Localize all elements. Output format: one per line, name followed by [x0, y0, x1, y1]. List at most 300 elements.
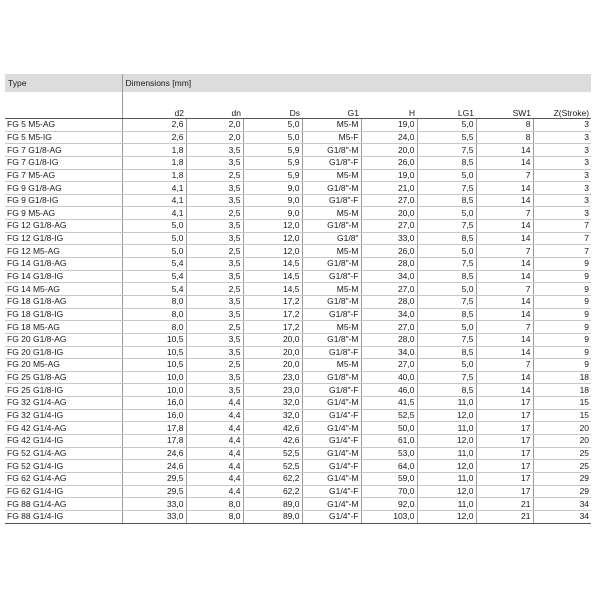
value-cell: 26,0: [361, 156, 417, 169]
table-row: [5, 472, 591, 485]
value-cell: 5,0: [243, 119, 302, 132]
value-cell: 23,0: [243, 384, 302, 397]
value-cell: 27,0: [361, 194, 417, 207]
value-cell: 10,0: [122, 384, 186, 397]
value-cell: 21,0: [361, 182, 417, 195]
value-cell: 17,2: [243, 295, 302, 308]
value-cell: G1/8"-M: [302, 333, 361, 346]
table-row: [5, 182, 591, 195]
column-header-lg1: LG1: [417, 104, 476, 119]
type-cell: FG 12 G1/8-IG: [5, 232, 122, 245]
value-cell: 7,5: [417, 220, 476, 233]
value-cell: 17,2: [243, 308, 302, 321]
value-cell: G1/8"-F: [302, 384, 361, 397]
value-cell: 2,5: [186, 169, 243, 182]
value-cell: 14: [476, 308, 533, 321]
value-cell: G1/8"-M: [302, 371, 361, 384]
value-cell: 9: [533, 258, 591, 271]
value-cell: 3: [533, 207, 591, 220]
value-cell: 3: [533, 131, 591, 144]
value-cell: G1/4"-F: [302, 460, 361, 473]
value-cell: 92,0: [361, 498, 417, 511]
value-cell: 7,5: [417, 144, 476, 157]
value-cell: M5-M: [302, 169, 361, 182]
value-cell: 10,5: [122, 359, 186, 372]
dimensions-table-sheet: [5, 74, 591, 524]
value-cell: 7: [476, 321, 533, 334]
table-row: [5, 422, 591, 435]
value-cell: 7: [476, 245, 533, 258]
column-header-dn: dn: [186, 104, 243, 119]
value-cell: 2,6: [122, 131, 186, 144]
value-cell: 9: [533, 359, 591, 372]
table-row: [5, 498, 591, 511]
value-cell: 5,9: [243, 144, 302, 157]
value-cell: 8,5: [417, 270, 476, 283]
value-cell: 14: [476, 194, 533, 207]
value-cell: 4,4: [186, 409, 243, 422]
table-row: [5, 447, 591, 460]
table-row: [5, 194, 591, 207]
type-cell: FG 88 G1/4-AG: [5, 498, 122, 511]
table-row: [5, 409, 591, 422]
value-cell: 2,6: [122, 119, 186, 132]
type-cell: FG 18 G1/8-AG: [5, 295, 122, 308]
table-row: [5, 397, 591, 410]
type-cell: FG 42 G1/4-AG: [5, 422, 122, 435]
table-row: [5, 232, 591, 245]
value-cell: 11,0: [417, 472, 476, 485]
value-cell: 2,5: [186, 207, 243, 220]
type-cell: FG 42 G1/4-IG: [5, 435, 122, 448]
value-cell: G1/8"-M: [302, 182, 361, 195]
value-cell: 50,0: [361, 422, 417, 435]
value-cell: 8,0: [122, 295, 186, 308]
value-cell: 12,0: [417, 460, 476, 473]
value-cell: 17,8: [122, 422, 186, 435]
table-row: [5, 346, 591, 359]
value-cell: 14: [476, 232, 533, 245]
value-cell: 5,9: [243, 156, 302, 169]
value-cell: 5,5: [417, 131, 476, 144]
value-cell: M5-M: [302, 283, 361, 296]
value-cell: 3,5: [186, 270, 243, 283]
value-cell: 20,0: [243, 359, 302, 372]
value-cell: 5,0: [417, 359, 476, 372]
column-header-row: [5, 104, 591, 119]
value-cell: 18: [533, 384, 591, 397]
value-cell: 14,5: [243, 270, 302, 283]
table-row: [5, 295, 591, 308]
value-cell: 20,0: [361, 207, 417, 220]
column-header-sw1: SW1: [476, 104, 533, 119]
value-cell: 34,0: [361, 308, 417, 321]
header-row: [5, 74, 591, 92]
value-cell: 17: [476, 485, 533, 498]
value-cell: 8,0: [122, 308, 186, 321]
value-cell: 4,1: [122, 182, 186, 195]
value-cell: 7: [476, 207, 533, 220]
dimensions-table: [5, 74, 591, 524]
value-cell: 89,0: [243, 498, 302, 511]
value-cell: 25: [533, 447, 591, 460]
column-header-g1: G1: [302, 104, 361, 119]
table-row: [5, 435, 591, 448]
value-cell: 4,4: [186, 422, 243, 435]
value-cell: 3,5: [186, 232, 243, 245]
table-row: [5, 460, 591, 473]
value-cell: 14: [476, 346, 533, 359]
value-cell: 52,5: [243, 460, 302, 473]
value-cell: 4,4: [186, 472, 243, 485]
value-cell: 8,5: [417, 308, 476, 321]
table-row: [5, 321, 591, 334]
value-cell: 5,0: [417, 321, 476, 334]
value-cell: 4,1: [122, 194, 186, 207]
value-cell: 64,0: [361, 460, 417, 473]
type-cell: FG 14 G1/8-IG: [5, 270, 122, 283]
value-cell: 17: [476, 435, 533, 448]
value-cell: 12,0: [417, 485, 476, 498]
value-cell: 3,5: [186, 144, 243, 157]
value-cell: M5-M: [302, 359, 361, 372]
value-cell: G1/8"-M: [302, 220, 361, 233]
value-cell: 3,5: [186, 371, 243, 384]
table-row: [5, 131, 591, 144]
value-cell: 4,4: [186, 397, 243, 410]
table-row: [5, 169, 591, 182]
value-cell: 1,8: [122, 169, 186, 182]
value-cell: 29: [533, 472, 591, 485]
value-cell: 14: [476, 333, 533, 346]
value-cell: 27,0: [361, 321, 417, 334]
type-cell: FG 14 G1/8-AG: [5, 258, 122, 271]
value-cell: 17: [476, 460, 533, 473]
value-cell: 17: [476, 447, 533, 460]
column-header-ds: Ds: [243, 104, 302, 119]
value-cell: 9,0: [243, 194, 302, 207]
value-cell: 14: [476, 371, 533, 384]
value-cell: G1/4"-F: [302, 485, 361, 498]
value-cell: 2,5: [186, 359, 243, 372]
value-cell: 11,0: [417, 422, 476, 435]
value-cell: 9: [533, 346, 591, 359]
value-cell: 14: [476, 220, 533, 233]
value-cell: 14,5: [243, 258, 302, 271]
value-cell: 12,0: [417, 510, 476, 523]
value-cell: 4,4: [186, 447, 243, 460]
value-cell: G1/4"-M: [302, 498, 361, 511]
value-cell: 14: [476, 295, 533, 308]
value-cell: 21: [476, 498, 533, 511]
value-cell: 46,0: [361, 384, 417, 397]
value-cell: 8,5: [417, 232, 476, 245]
value-cell: G1/8"-F: [302, 194, 361, 207]
type-column-blank: [5, 104, 122, 119]
value-cell: M5-M: [302, 321, 361, 334]
value-cell: 23,0: [243, 371, 302, 384]
value-cell: G1/4"-F: [302, 510, 361, 523]
value-cell: 34,0: [361, 270, 417, 283]
value-cell: 28,0: [361, 333, 417, 346]
value-cell: 3,5: [186, 295, 243, 308]
table-row: [5, 283, 591, 296]
value-cell: 3,5: [186, 333, 243, 346]
value-cell: 9,0: [243, 207, 302, 220]
value-cell: 14: [476, 156, 533, 169]
value-cell: 17: [476, 422, 533, 435]
type-cell: FG 88 G1/4-IG: [5, 510, 122, 523]
value-cell: 17: [476, 472, 533, 485]
value-cell: 5,4: [122, 258, 186, 271]
value-cell: 4,1: [122, 207, 186, 220]
value-cell: 32,0: [243, 397, 302, 410]
value-cell: 3,5: [186, 156, 243, 169]
value-cell: 11,0: [417, 447, 476, 460]
value-cell: 32,0: [243, 409, 302, 422]
value-cell: 15: [533, 409, 591, 422]
value-cell: 2,5: [186, 245, 243, 258]
value-cell: 18: [533, 371, 591, 384]
value-cell: 7: [533, 220, 591, 233]
value-cell: 7,5: [417, 295, 476, 308]
table-row: [5, 220, 591, 233]
value-cell: 5,0: [417, 283, 476, 296]
type-cell: FG 14 M5-AG: [5, 283, 122, 296]
value-cell: 27,0: [361, 220, 417, 233]
value-cell: 9: [533, 283, 591, 296]
value-cell: 14: [476, 144, 533, 157]
value-cell: 8,0: [186, 498, 243, 511]
value-cell: G1/8"-M: [302, 295, 361, 308]
value-cell: 5,0: [417, 207, 476, 220]
table-row: [5, 384, 591, 397]
value-cell: 8: [476, 131, 533, 144]
value-cell: M5-M: [302, 119, 361, 132]
value-cell: 20,0: [243, 333, 302, 346]
column-header-h: H: [361, 104, 417, 119]
type-cell: FG 62 G1/4-IG: [5, 485, 122, 498]
value-cell: 3,5: [186, 182, 243, 195]
type-cell: FG 32 G1/4-AG: [5, 397, 122, 410]
value-cell: 9: [533, 333, 591, 346]
type-cell: FG 12 M5-AG: [5, 245, 122, 258]
table-row: [5, 144, 591, 157]
value-cell: 61,0: [361, 435, 417, 448]
value-cell: 19,0: [361, 119, 417, 132]
value-cell: 62,2: [243, 485, 302, 498]
value-cell: 29: [533, 485, 591, 498]
value-cell: 28,0: [361, 295, 417, 308]
table-row: [5, 270, 591, 283]
table-row: [5, 245, 591, 258]
type-cell: FG 9 G1/8-AG: [5, 182, 122, 195]
value-cell: 10,5: [122, 333, 186, 346]
value-cell: 3: [533, 169, 591, 182]
type-cell: FG 25 G1/8-AG: [5, 371, 122, 384]
value-cell: 12,0: [243, 245, 302, 258]
value-cell: 8,5: [417, 194, 476, 207]
value-cell: 8,0: [186, 510, 243, 523]
type-cell: FG 12 G1/8-AG: [5, 220, 122, 233]
type-cell: FG 52 G1/4-AG: [5, 447, 122, 460]
type-cell: FG 18 G1/8-IG: [5, 308, 122, 321]
value-cell: 3: [533, 194, 591, 207]
value-cell: 20,0: [361, 144, 417, 157]
column-header-z-stroke-: Z(Stroke): [533, 104, 591, 119]
value-cell: 3,5: [186, 220, 243, 233]
table-row: [5, 119, 591, 132]
value-cell: 12,0: [417, 409, 476, 422]
value-cell: 53,0: [361, 447, 417, 460]
value-cell: 7: [476, 169, 533, 182]
type-cell: FG 5 M5-IG: [5, 131, 122, 144]
value-cell: 4,4: [186, 435, 243, 448]
value-cell: 89,0: [243, 510, 302, 523]
value-cell: G1/8"-M: [302, 144, 361, 157]
value-cell: 10,5: [122, 346, 186, 359]
value-cell: G1/4"-M: [302, 397, 361, 410]
value-cell: 1,8: [122, 144, 186, 157]
value-cell: 33,0: [122, 510, 186, 523]
value-cell: 7,5: [417, 258, 476, 271]
value-cell: 4,4: [186, 485, 243, 498]
table-row: [5, 258, 591, 271]
value-cell: 3,5: [186, 194, 243, 207]
value-cell: 5,4: [122, 270, 186, 283]
value-cell: 15: [533, 397, 591, 410]
value-cell: G1/4"-M: [302, 422, 361, 435]
value-cell: 4,4: [186, 460, 243, 473]
value-cell: 25: [533, 460, 591, 473]
value-cell: 5,0: [417, 119, 476, 132]
value-cell: 9: [533, 321, 591, 334]
value-cell: 42,6: [243, 435, 302, 448]
value-cell: 11,0: [417, 397, 476, 410]
type-cell: FG 20 G1/8-AG: [5, 333, 122, 346]
value-cell: 9: [533, 295, 591, 308]
value-cell: 14: [476, 270, 533, 283]
value-cell: 3: [533, 119, 591, 132]
value-cell: 33,0: [122, 498, 186, 511]
value-cell: G1/8"-M: [302, 258, 361, 271]
type-cell: FG 9 M5-AG: [5, 207, 122, 220]
value-cell: 70,0: [361, 485, 417, 498]
value-cell: 5,4: [122, 283, 186, 296]
type-cell: FG 18 M5-AG: [5, 321, 122, 334]
value-cell: G1/8"-F: [302, 308, 361, 321]
value-cell: 17,8: [122, 435, 186, 448]
value-cell: 34: [533, 510, 591, 523]
value-cell: 8,5: [417, 346, 476, 359]
type-header: Type: [5, 74, 122, 92]
value-cell: G1/4"-F: [302, 435, 361, 448]
value-cell: 52,5: [243, 447, 302, 460]
value-cell: 2,5: [186, 321, 243, 334]
table-row: [5, 207, 591, 220]
value-cell: 3: [533, 156, 591, 169]
value-cell: 5,0: [122, 232, 186, 245]
value-cell: 16,0: [122, 397, 186, 410]
value-cell: G1/4"-M: [302, 472, 361, 485]
value-cell: 28,0: [361, 258, 417, 271]
value-cell: 5,0: [417, 169, 476, 182]
value-cell: 24,0: [361, 131, 417, 144]
value-cell: 33,0: [361, 232, 417, 245]
type-cell: FG 52 G1/4-IG: [5, 460, 122, 473]
type-cell: FG 7 G1/8-AG: [5, 144, 122, 157]
value-cell: 7,5: [417, 333, 476, 346]
value-cell: G1/4"-F: [302, 409, 361, 422]
value-cell: 42,6: [243, 422, 302, 435]
type-cell: FG 62 G1/4-AG: [5, 472, 122, 485]
value-cell: 7: [476, 359, 533, 372]
table-row: [5, 308, 591, 321]
type-cell: FG 20 M5-AG: [5, 359, 122, 372]
value-cell: 103,0: [361, 510, 417, 523]
value-cell: 62,2: [243, 472, 302, 485]
value-cell: M5-M: [302, 207, 361, 220]
value-cell: 5,0: [243, 131, 302, 144]
value-cell: 2,0: [186, 131, 243, 144]
value-cell: 2,0: [186, 119, 243, 132]
value-cell: 34,0: [361, 346, 417, 359]
value-cell: 8: [476, 119, 533, 132]
value-cell: 27,0: [361, 359, 417, 372]
value-cell: 14: [476, 384, 533, 397]
table-row: [5, 510, 591, 523]
value-cell: 52,5: [361, 409, 417, 422]
column-header-d2: d2: [122, 104, 186, 119]
value-cell: 9: [533, 308, 591, 321]
value-cell: 20: [533, 435, 591, 448]
value-cell: 14,5: [243, 283, 302, 296]
value-cell: 40,0: [361, 371, 417, 384]
table-row: [5, 371, 591, 384]
table-row: [5, 485, 591, 498]
value-cell: 20: [533, 422, 591, 435]
value-cell: 9: [533, 270, 591, 283]
value-cell: G1/8"-F: [302, 156, 361, 169]
value-cell: 7: [476, 283, 533, 296]
value-cell: G1/8"-F: [302, 270, 361, 283]
value-cell: 20,0: [243, 346, 302, 359]
value-cell: 12,0: [417, 435, 476, 448]
value-cell: 17: [476, 397, 533, 410]
value-cell: 14: [476, 182, 533, 195]
value-cell: 5,9: [243, 169, 302, 182]
value-cell: 41,5: [361, 397, 417, 410]
value-cell: 7,5: [417, 182, 476, 195]
value-cell: 3: [533, 182, 591, 195]
value-cell: 10,0: [122, 371, 186, 384]
value-cell: 3,5: [186, 384, 243, 397]
value-cell: 24,6: [122, 447, 186, 460]
dimensions-header: Dimensions [mm]: [122, 74, 591, 92]
value-cell: 14: [476, 258, 533, 271]
value-cell: 9,0: [243, 182, 302, 195]
value-cell: 3,5: [186, 308, 243, 321]
value-cell: 1,8: [122, 156, 186, 169]
value-cell: 8,5: [417, 156, 476, 169]
value-cell: M5-M: [302, 245, 361, 258]
value-cell: 29,5: [122, 472, 186, 485]
value-cell: G1/8": [302, 232, 361, 245]
value-cell: 7: [533, 245, 591, 258]
value-cell: 24,6: [122, 460, 186, 473]
type-cell: FG 20 G1/8-IG: [5, 346, 122, 359]
value-cell: 21: [476, 510, 533, 523]
